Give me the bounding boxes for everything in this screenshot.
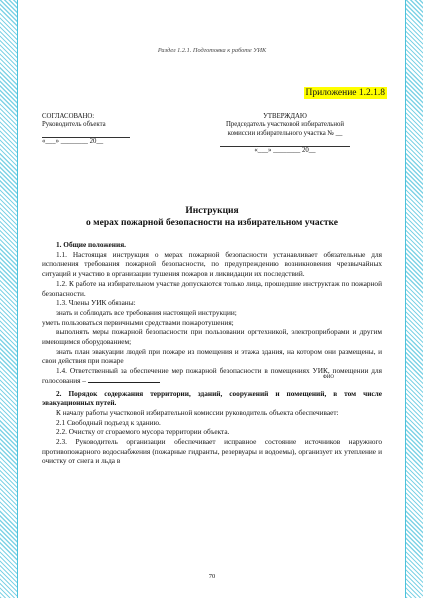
- appendix-label: Приложение 1.2.1.8: [305, 88, 385, 98]
- paragraph: К началу работы участковой избирательной комиссии руководитель объекта обеспечивает:: [56, 407, 339, 417]
- document-body: [42, 240, 382, 466]
- paragraph: 1.1. Настоящая инструкция о мерах пожарной безопасности устанавливает обязательные для исполнения требования пожарной безопасности, по предупреждению возникновения чрезвычайных ситуаций и участию в организации тушения пожаров и ликвидации их последствий.: [42, 249, 382, 279]
- title-line1: Инструкция: [185, 206, 239, 216]
- section-heading: 1. Общие положения.: [56, 240, 126, 249]
- running-head: Раздел 1.2.1. Подготовка к работе УИК: [157, 47, 267, 54]
- right-decorative-border: [406, 0, 423, 598]
- responsible-text: 1.4. Ответственный за обеспечение мер пожарной безопасности в помещениях УИК, помещении для голосования –: [42, 366, 382, 385]
- approve-role-line2: комиссии избирательного участка № __: [227, 129, 343, 137]
- right-border-line: [405, 0, 406, 598]
- agreed-title: СОГЛАСОВАНО:: [42, 113, 95, 120]
- paragraph: выполнять меры пожарной безопасности при пользовании оргтехникой, электроприборами и другим имеющимся оборудованием;: [42, 327, 382, 347]
- paragraph: знать план эвакуации людей при пожаре из помещения и этажа здания, на котором они размещены, и свои действия при пожаре: [42, 346, 382, 366]
- agreed-block: [42, 113, 130, 147]
- document-page: [37, 0, 387, 598]
- paragraph: 2.1 Свободный подъезд к зданию.: [56, 417, 161, 427]
- approve-block: [205, 113, 365, 155]
- approve-date: «___» ________ 20__: [254, 146, 316, 154]
- approve-title: УТВЕРЖДАЮ: [263, 113, 307, 120]
- responsible-paragraph: [42, 366, 382, 385]
- paragraph: 1.2. К работе на избирательном участке допускаются только лица, прошедшие инструктаж по пожарной безопасности.: [42, 278, 382, 298]
- page-number: 70: [208, 573, 216, 580]
- agreed-signature-line: [42, 131, 130, 138]
- responsible-name-line: [88, 376, 160, 383]
- approve-role-line1: Председатель участковой избирательной: [225, 121, 345, 129]
- approve-signature-line: [220, 140, 350, 147]
- title-line2: о мерах пожарной безопасности на избирательном участке: [86, 217, 338, 228]
- left-decorative-border: [0, 0, 17, 598]
- paragraph: 2.3. Руководитель организации обеспечивает исправное состояние источников наружного противопожарного водоснабжения (пожарные гидранты, резервуары и водоемы), организует их утепление и очистку от снега и льда в: [42, 437, 382, 466]
- fio-label: ФИО: [322, 375, 334, 381]
- document-title: [37, 206, 387, 229]
- paragraph: уметь пользоваться первичными средствами пожаротушения;: [42, 317, 234, 327]
- agreed-role: Руководитель объекта: [42, 121, 106, 129]
- paragraph: 1.3. Члены УИК обязаны:: [56, 298, 136, 308]
- left-border-line: [17, 0, 18, 598]
- agreed-date: «___» ________ 20__: [42, 138, 104, 146]
- paragraph: 2.2. Очистку от сгораемого мусора территории объекта.: [56, 427, 230, 437]
- paragraph: знать и соблюдать все требования настоящей инструкции;: [56, 307, 237, 317]
- section-heading: 2. Порядок содержания территории, зданий, сооружений и помещений, в том числе эвакуационных путей.: [42, 388, 382, 408]
